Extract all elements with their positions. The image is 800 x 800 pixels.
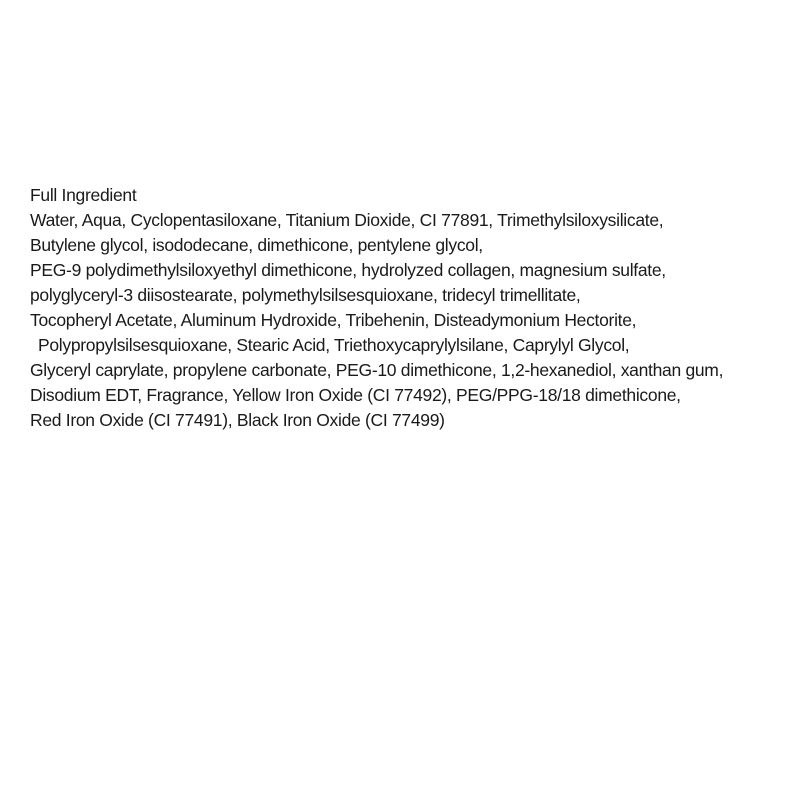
ingredient-list [30,183,792,433]
ingredient-line: Butylene glycol, isododecane, dimethicone, pentylene glycol, [30,235,483,255]
ingredient-line: Red Iron Oxide (CI 77491), Black Iron Oxide (CI 77499) [30,410,445,430]
ingredient-line: Polypropylsilsesquioxane, Stearic Acid, Triethoxycaprylylsilane, Caprylyl Glycol, [38,335,630,355]
ingredient-line: Tocopheryl Acetate, Aluminum Hydroxide, Tribehenin, Disteadymonium Hectorite, [30,310,637,330]
ingredient-line: Disodium EDT, Fragrance, Yellow Iron Oxide (CI 77492), PEG/PPG-18/18 dimethicone, [30,385,681,405]
ingredient-line: PEG-9 polydimethylsiloxyethyl dimethicone, hydrolyzed collagen, magnesium sulfate, [30,260,666,280]
ingredient-line: Glyceryl caprylate, propylene carbonate, PEG-10 dimethicone, 1,2-hexanediol, xanthan gum, [30,360,724,380]
ingredient-list-title: Full Ingredient [30,185,137,205]
ingredient-line: Water, Aqua, Cyclopentasiloxane, Titanium Dioxide, CI 77891, Trimethylsiloxysilicate, [30,210,664,230]
ingredient-line: polyglyceryl-3 diisostearate, polymethylsilsesquioxane, tridecyl trimellitate, [30,285,581,305]
